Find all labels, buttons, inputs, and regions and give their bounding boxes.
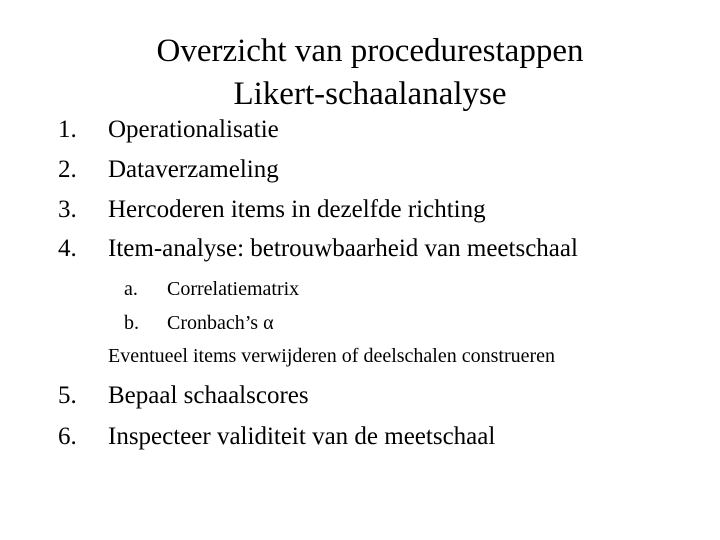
sub-item-text: Cronbach’s α [167,312,274,334]
list-item-number: 3. [58,196,77,223]
list-item-number: 1. [58,116,77,143]
note-text: Eventueel items verwijderen of deelschalen construeren [108,345,556,367]
list-item-text: Bepaal schaalscores [108,382,309,409]
list-item-text: Dataverzameling [108,156,279,183]
list-item-number: 2. [58,156,77,183]
list-item-number: 5. [58,382,77,409]
slide-title [0,30,720,116]
sub-item-letter: a. [124,278,138,300]
title-line-2: Likert-schaalanalyse [233,76,507,112]
list-item-text: Inspecteer validiteit van de meetschaal [108,423,496,450]
sub-item-text: Correlatiematrix [167,278,300,300]
list-item-number: 4. [58,235,77,262]
list-item-text: Item-analyse: betrouwbaarheid van meetschaal [108,235,578,262]
list-item-number: 6. [58,423,77,450]
list-item-text: Hercoderen items in dezelfde richting [108,196,486,223]
sub-item-letter: b. [124,312,139,334]
list-item-text: Operationalisatie [108,116,279,143]
title-line-1: Overzicht van procedurestappen [156,33,584,69]
